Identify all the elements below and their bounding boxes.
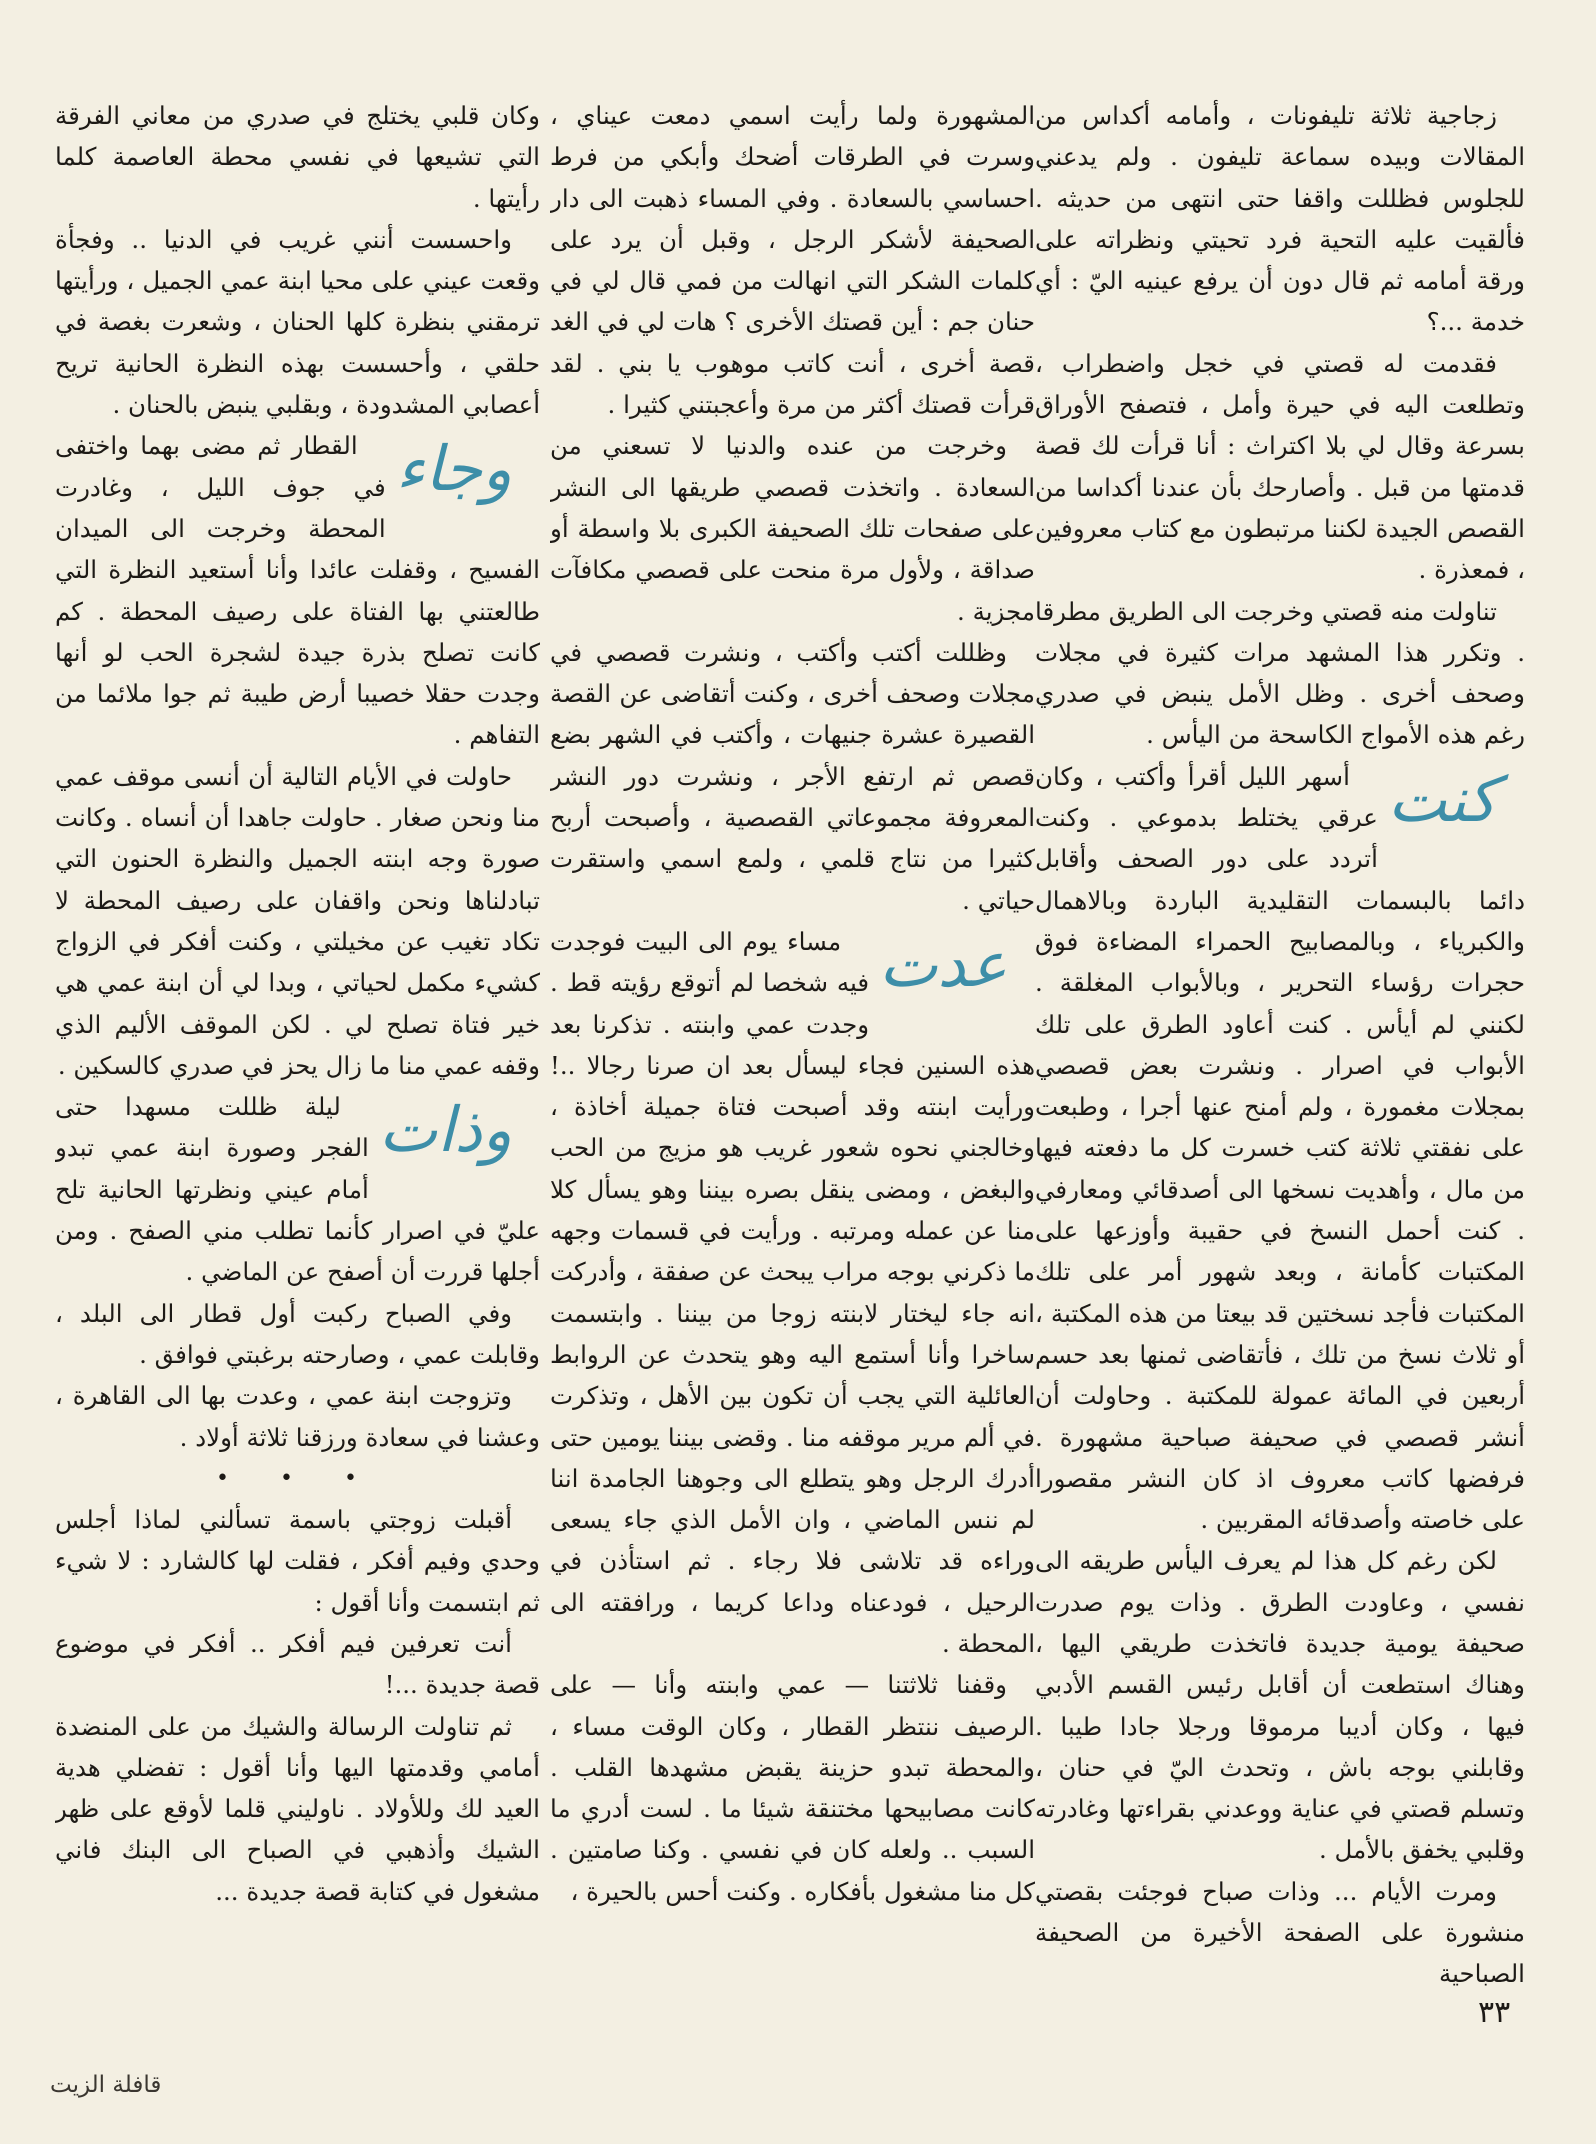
paragraph-text: مساء يوم الى البيت فوجدت فيه شخصا لم أتوقع رؤيته قط . وجدت عمي وابنته . تذكرنا بعد هذه السنين فجاء ليسأل بعد ان صرنا رجالا ..! ورأيت ابنته وقد أصبحت فتاة جميلة أخاذة ، وخالجني نحوه شعور غريب هو مزيج من الحب والبغض ، ومضى ينقل بصره بيننا وهو يسأل كلا منا عن عمله ومرتبه . ورأيت في قسمات وجهه ما ذكرني بوجه مراب يبحث عن صفقة ، وأدركت انه جاء ليختار لابنته زوجا من بيننا . وابتسمت ساخرا وأنا أستمع اليه وهو يتحدث عن الروابط العائلية التي يجب أن تكون بين الأهل ، وتذكرت في ألم مرير موقفه منا . وقضى بيننا يومين حتى أدرك الرجل وهو يتطلع الى وجوهنا الجامدة اننا لم ننس الماضي ، وان الأمل الذي جاء يسعى وراءه قد تلاشى فلا رجاء . ثم استأذن في الرحيل ، فودعناه وداعا كريما ، ورافقته الى المحطة . xyxy=(550,926,1035,1658)
drop-word: وذات xyxy=(378,1093,512,1167)
paragraph: وتزوجت ابنة عمي ، وعدت بها الى القاهرة ، وعشنا في سعادة ورزقنا ثلاثة أولاد . xyxy=(55,1381,540,1452)
paragraph: لكن رغم كل هذا لم يعرف اليأس طريقه الى نفسي ، وعاودت الطرق . وذات يوم صدرت صحيفة يومية جديدة فاتخذت طريقي اليها ، وهناك استطعت أن أقابل رئيس القسم الأدبي فيها ، وكان أديبا مرموقا ورجلا جادا طيبا . وقابلني بوجه باش ، وتحدث اليّ في حنان ، وتسلم قصتي في عناية ووعدني بقراءتها وغادرته وقلبي يخفق بالأمل . xyxy=(1035,1546,1525,1865)
paragraph: واحسست أنني غريب في الدنيا .. وفجأة وقعت عيني على محيا ابنة عمي الجميل ، ورأيتها ترمقني بنظرة كلها الحنان ، وشعرت بغصة في حلقي ، وأحسست بهذه النظرة الحانية تريح أعصابي المشدودة ، وبقلبي ينبض بالحنان . xyxy=(55,224,540,420)
drop-word: كنت xyxy=(1387,762,1497,836)
section-ornament: • • • xyxy=(216,1465,379,1491)
drop-word: عدت xyxy=(879,927,1007,1001)
paragraph: فقدمت له قصتي في خجل واضطراب ، وتطلعت اليه في حيرة وأمل ، فتصفح الأوراق بسرعة وقال لي بلا اكتراث : أنا قرأت لك قصة قدمتها من قبل . وأصارحك بأن عندنا أكداسا من القصص الجيدة لكننا مرتبطون مع كتاب معروفين ، فمعذرة . xyxy=(1035,348,1525,585)
paragraph: وكان قلبي يختلج في صدري من معاني الفرقة التي تشيعها في نفسي محطة العاصمة كلما رأيتها . xyxy=(55,101,540,213)
paragraph: أقبلت زوجتي باسمة تسألني لماذا أجلس وحدي وفيم أفكر ، فقلت لها كالشارد : لا شيء ثم ابتسمت وأنا أقول : xyxy=(55,1505,540,1617)
paragraph-text: ليلة ظللت مسهدا حتى الفجر وصورة ابنة عمي تبدو أمام عيني ونظرتها الحانية تلح عليّ في اصرار كأنما تطلب مني الصفح . ومن أجلها قررت أن أصفح عن الماضي . xyxy=(55,1092,540,1287)
paragraph: حاولت في الأيام التالية أن أنسى موقف عمي منا ونحن صغار . حاولت جاهدا أن أنساه . وكانت صورة وجه ابنته الجميل والنظرة الحنون التي تبادلناها ونحن واقفان على رصيف المحطة لا تكاد تغيب عن مخيلتي ، وكنت أفكر في الزواج كشيء مكمل لحياتي ، وبدا لي أن ابنة عمي هي خير فتاة تصلح لي . لكن الموقف الأليم الذي وقفه عمي منا ما زال يحز في صدري كالسكين . xyxy=(55,761,540,1080)
paragraph: وظللت أكتب وأكتب ، ونشرت قصصي في مجلات وصحف أخرى ، وكنت أتقاضى عن القصة القصيرة عشرة جنيهات ، وأكتب في الشهر بضع قصص ثم ارتفع الأجر ، ونشرت دور النشر المعروفة مجموعاتي القصصية ، وأصبحت أربح كثيرا من نتاج قلمي ، ولمع اسمي واستقرت حياتي . xyxy=(550,637,1035,915)
page-number: ٣٣ xyxy=(1478,1995,1511,2030)
paragraph-with-drop-word xyxy=(550,921,1035,1664)
paragraph-with-drop-word xyxy=(1035,756,1525,1541)
paragraph: وقفنا ثلاثتنا — عمي وابنته وأنا — على الرصيف ننتظر القطار ، وكان الوقت مساء ، والمحطة تبدو حزينة يقبض مشهدها القلب . كانت مصابيحها مختنقة شيئا ما . لست أدري ما السبب .. ولعله كان في نفسي . وكنا صامتين . كل منا مشغول بأفكاره . وكنت أحس بالحيرة ، xyxy=(550,1670,1035,1906)
paragraph: أنت تعرفين فيم أفكر .. أفكر في موضوع قصة جديدة ...! xyxy=(55,1628,540,1700)
article-column-left xyxy=(55,95,540,1995)
paragraph-text: القطار ثم مضى بهما واختفى في جوف الليل ، وغادرت المحطة وخرجت الى الميدان الفسيح ، وقفلت عائدا وأنا أستعيد النظرة التي طالعتني بها الفتاة على رصيف المحطة . كم كانت تصلح بذرة جيدة لشجرة الحب لو أنها وجدت حقلا خصيبا أرض طيبة ثم جوا ملائما من التفاهم . xyxy=(55,431,540,750)
paragraph: تناولت منه قصتي وخرجت الى الطريق مطرقا . وتكرر هذا المشهد مرات كثيرة في مجلات وصحف أخرى . وظل الأمل ينبض في صدري رغم هذه الأمواج الكاسحة من اليأس . xyxy=(1035,596,1525,750)
article-column-right xyxy=(1035,95,1525,1995)
paragraph-text: أسهر الليل أقرأ وأكتب ، وكان عرقي يختلط بدموعي . وكنت أتردد على دور الصحف وأقابل دائما بالبسمات التقليدية الباردة وبالاهمال والكبرياء ، وبالمصابيح الحمراء المضاءة فوق حجرات رؤساء التحرير ، وبالأبواب المغلقة . لكنني لم أيأس . كنت أعاود الطرق على تلك الأبواب في اصرار . ونشرت بعض قصصي بمجلات مغمورة ، ولم أمنح عنها أجرا ، وطبعت على نفقتي ثلاثة كتب خسرت كل ما دفعته فيها من مال ، وأهديت نسخها الى أصدقائي ومعارفي . كنت أحمل النسخ في حقيبة وأوزعها على المكتبات كأمانة ، وبعد شهور أمر على تلك المكتبات فأجد نسختين قد بيعتا من هذه المكتبة ، أو ثلاث نسخ من تلك ، فأتقاضى ثمنها بعد حسم أربعين في المائة عمولة للمكتبة . وحاولت أن أنشر قصصي في صحيفة صباحية مشهورة . فرفضها كاتب معروف اذ كان النشر مقصورا على خاصته وأصدقائه المقربين . xyxy=(1035,761,1525,1535)
drop-word: وجاء xyxy=(395,432,512,506)
paragraph-with-drop-word xyxy=(55,425,540,755)
paragraph-with-drop-word xyxy=(55,1086,540,1292)
paragraph: وخرجت من عنده والدنيا لا تسعني من السعادة . واتخذت قصصي طريقها الى النشر على صفحات تلك الصحيفة الكبرى بلا واسطة أو صداقة ، ولأول مرة منحت على قصصي مكافآت مجزية . xyxy=(550,431,1035,626)
paragraph: ومرت الأيام ... وذات صباح فوجئت بقصتي منشورة على الصفحة الأخيرة من الصحيفة الصباحية xyxy=(1035,1876,1525,1989)
paragraph: زجاجية ثلاثة تليفونات ، وأمامه أكداس من المقالات وبيده سماعة تليفون . ولم يدعني للجلوس فظللت واقفا حتى انتهى من حديثه . فألقيت عليه التحية فرد تحيتي ونظراته على ورقة أمامه ثم قال دون أن يرفع عينيه اليّ : أي خدمة ...؟ xyxy=(1035,101,1525,337)
paragraph: وفي الصباح ركبت أول قطار الى البلد ، وقابلت عمي ، وصارحته برغبتي فوافق . xyxy=(55,1298,540,1369)
footer-magazine-title: قافلة الزيت xyxy=(50,2072,162,2098)
paragraph: ثم تناولت الرسالة والشيك من على المنضدة أمامي وقدمتها اليها وأنا أقول : تفضلي هدية العيد لك وللأولاد . ناوليني قلما لأوقع على ظهر الشيك وأذهبي في الصباح الى البنك فاني مشغول في كتابة قصة جديدة ... xyxy=(55,1711,540,1906)
paragraph: المشهورة ولما رأيت اسمي دمعت عيناي ، وسرت في الطرقات أضحك وأبكي من فرط احساسي بالسعادة . وفي المساء ذهبت الى دار الصحيفة لأشكر الرجل ، وقبل أن يرد على كلمات الشكر التي انهالت من فمي قال لي في حنان جم : أين قصتك الأخرى ؟ هات لي في الغد قصة أخرى ، أنت كاتب موهوب يا بني . لقد قرأت قصتك أكثر من مرة وأعجبتني كثيرا . xyxy=(550,101,1035,420)
article-column-middle xyxy=(550,95,1035,1995)
